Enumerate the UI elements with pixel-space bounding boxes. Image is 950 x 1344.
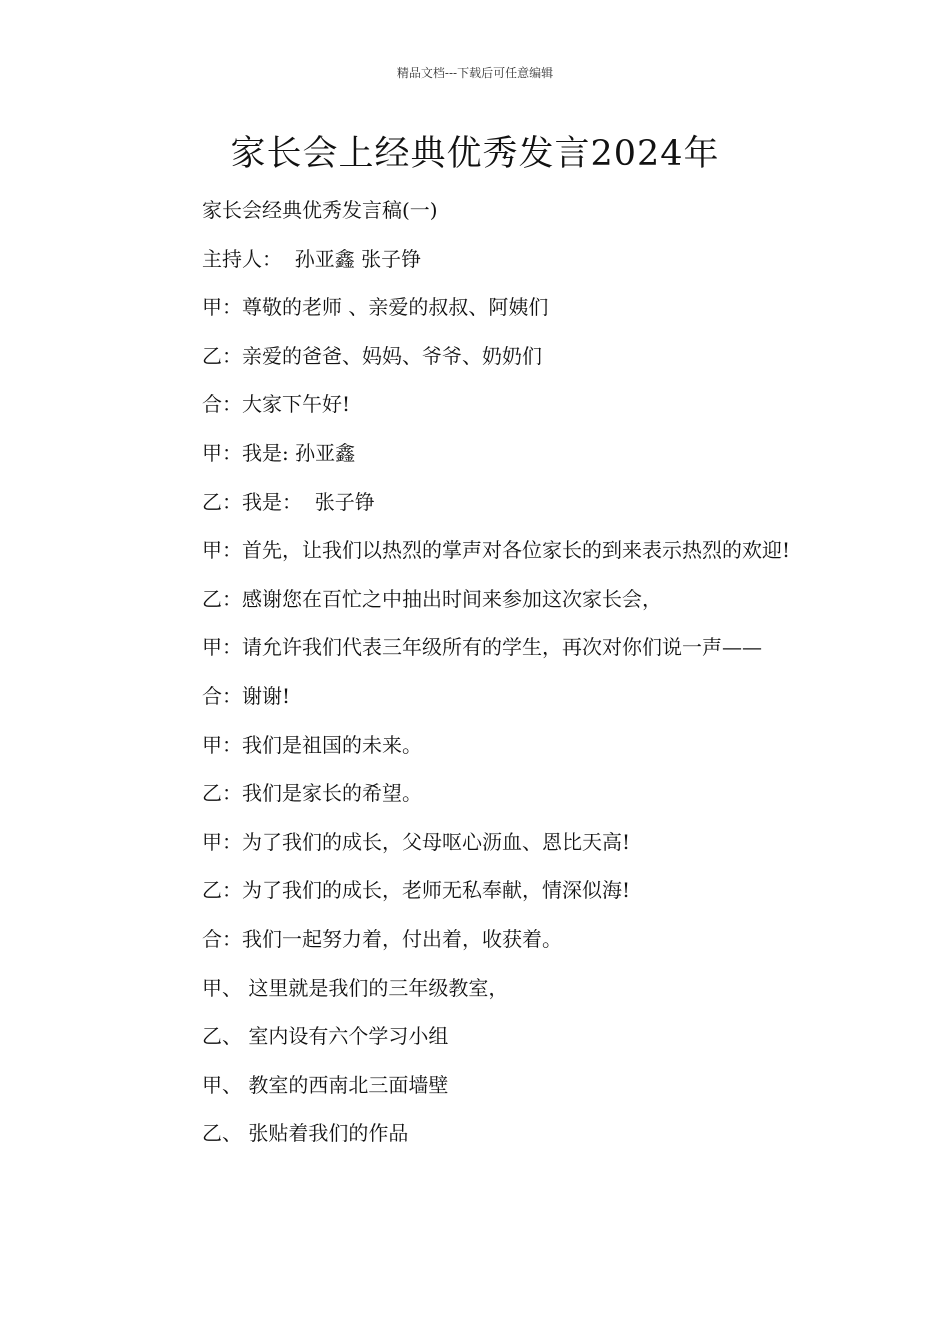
header-note: 精品文档---下载后可任意编辑 bbox=[396, 66, 554, 80]
paragraph: 合：大家下午好! bbox=[202, 392, 351, 417]
paragraph: 甲：我们是祖国的未来。 bbox=[202, 732, 422, 757]
paragraph: 乙：为了我们的成长，老师无私奉献，情深似海! bbox=[202, 878, 631, 903]
document-body bbox=[145, 196, 810, 1168]
paragraph-hosts: 主持人： 孙亚鑫 张子铮 bbox=[202, 246, 422, 271]
paragraph: 合：谢谢! bbox=[202, 683, 291, 708]
paragraph: 甲：请允许我们代表三年级所有的学生，再次对你们说一声—— bbox=[202, 635, 762, 660]
paragraph: 甲、 这里就是我们的三年级教室， bbox=[202, 975, 509, 1000]
paragraph: 乙、 室内设有六个学习小组 bbox=[202, 1024, 449, 1049]
paragraph: 甲：我是: 孙亚鑫 bbox=[202, 440, 356, 465]
paragraph-subtitle: 家长会经典优秀发言稿(一) bbox=[202, 198, 438, 222]
paragraph: 甲：首先，让我们以热烈的掌声对各位家长的到来表示热烈的欢迎! bbox=[202, 538, 791, 563]
paragraph: 乙、 张贴着我们的作品 bbox=[202, 1121, 409, 1146]
paragraph: 合：我们一起努力着，付出着，收获着。 bbox=[202, 926, 562, 951]
document-title: 家长会上经典优秀发言2024年 bbox=[230, 134, 720, 174]
paragraph: 甲、 教室的西南北三面墙壁 bbox=[202, 1072, 449, 1097]
paragraph: 乙：亲爱的爸爸、妈妈、爷爷、奶奶们 bbox=[202, 343, 542, 368]
paragraph: 乙：我是： 张子铮 bbox=[202, 489, 375, 514]
paragraph: 乙：我们是家长的希望。 bbox=[202, 781, 422, 806]
paragraph: 甲：尊敬的老师 、亲爱的叔叔、阿姨们 bbox=[202, 295, 549, 320]
paragraph: 乙：感谢您在百忙之中抽出时间来参加这次家长会， bbox=[202, 586, 662, 611]
paragraph: 甲：为了我们的成长，父母呕心沥血、恩比天高! bbox=[202, 829, 631, 854]
